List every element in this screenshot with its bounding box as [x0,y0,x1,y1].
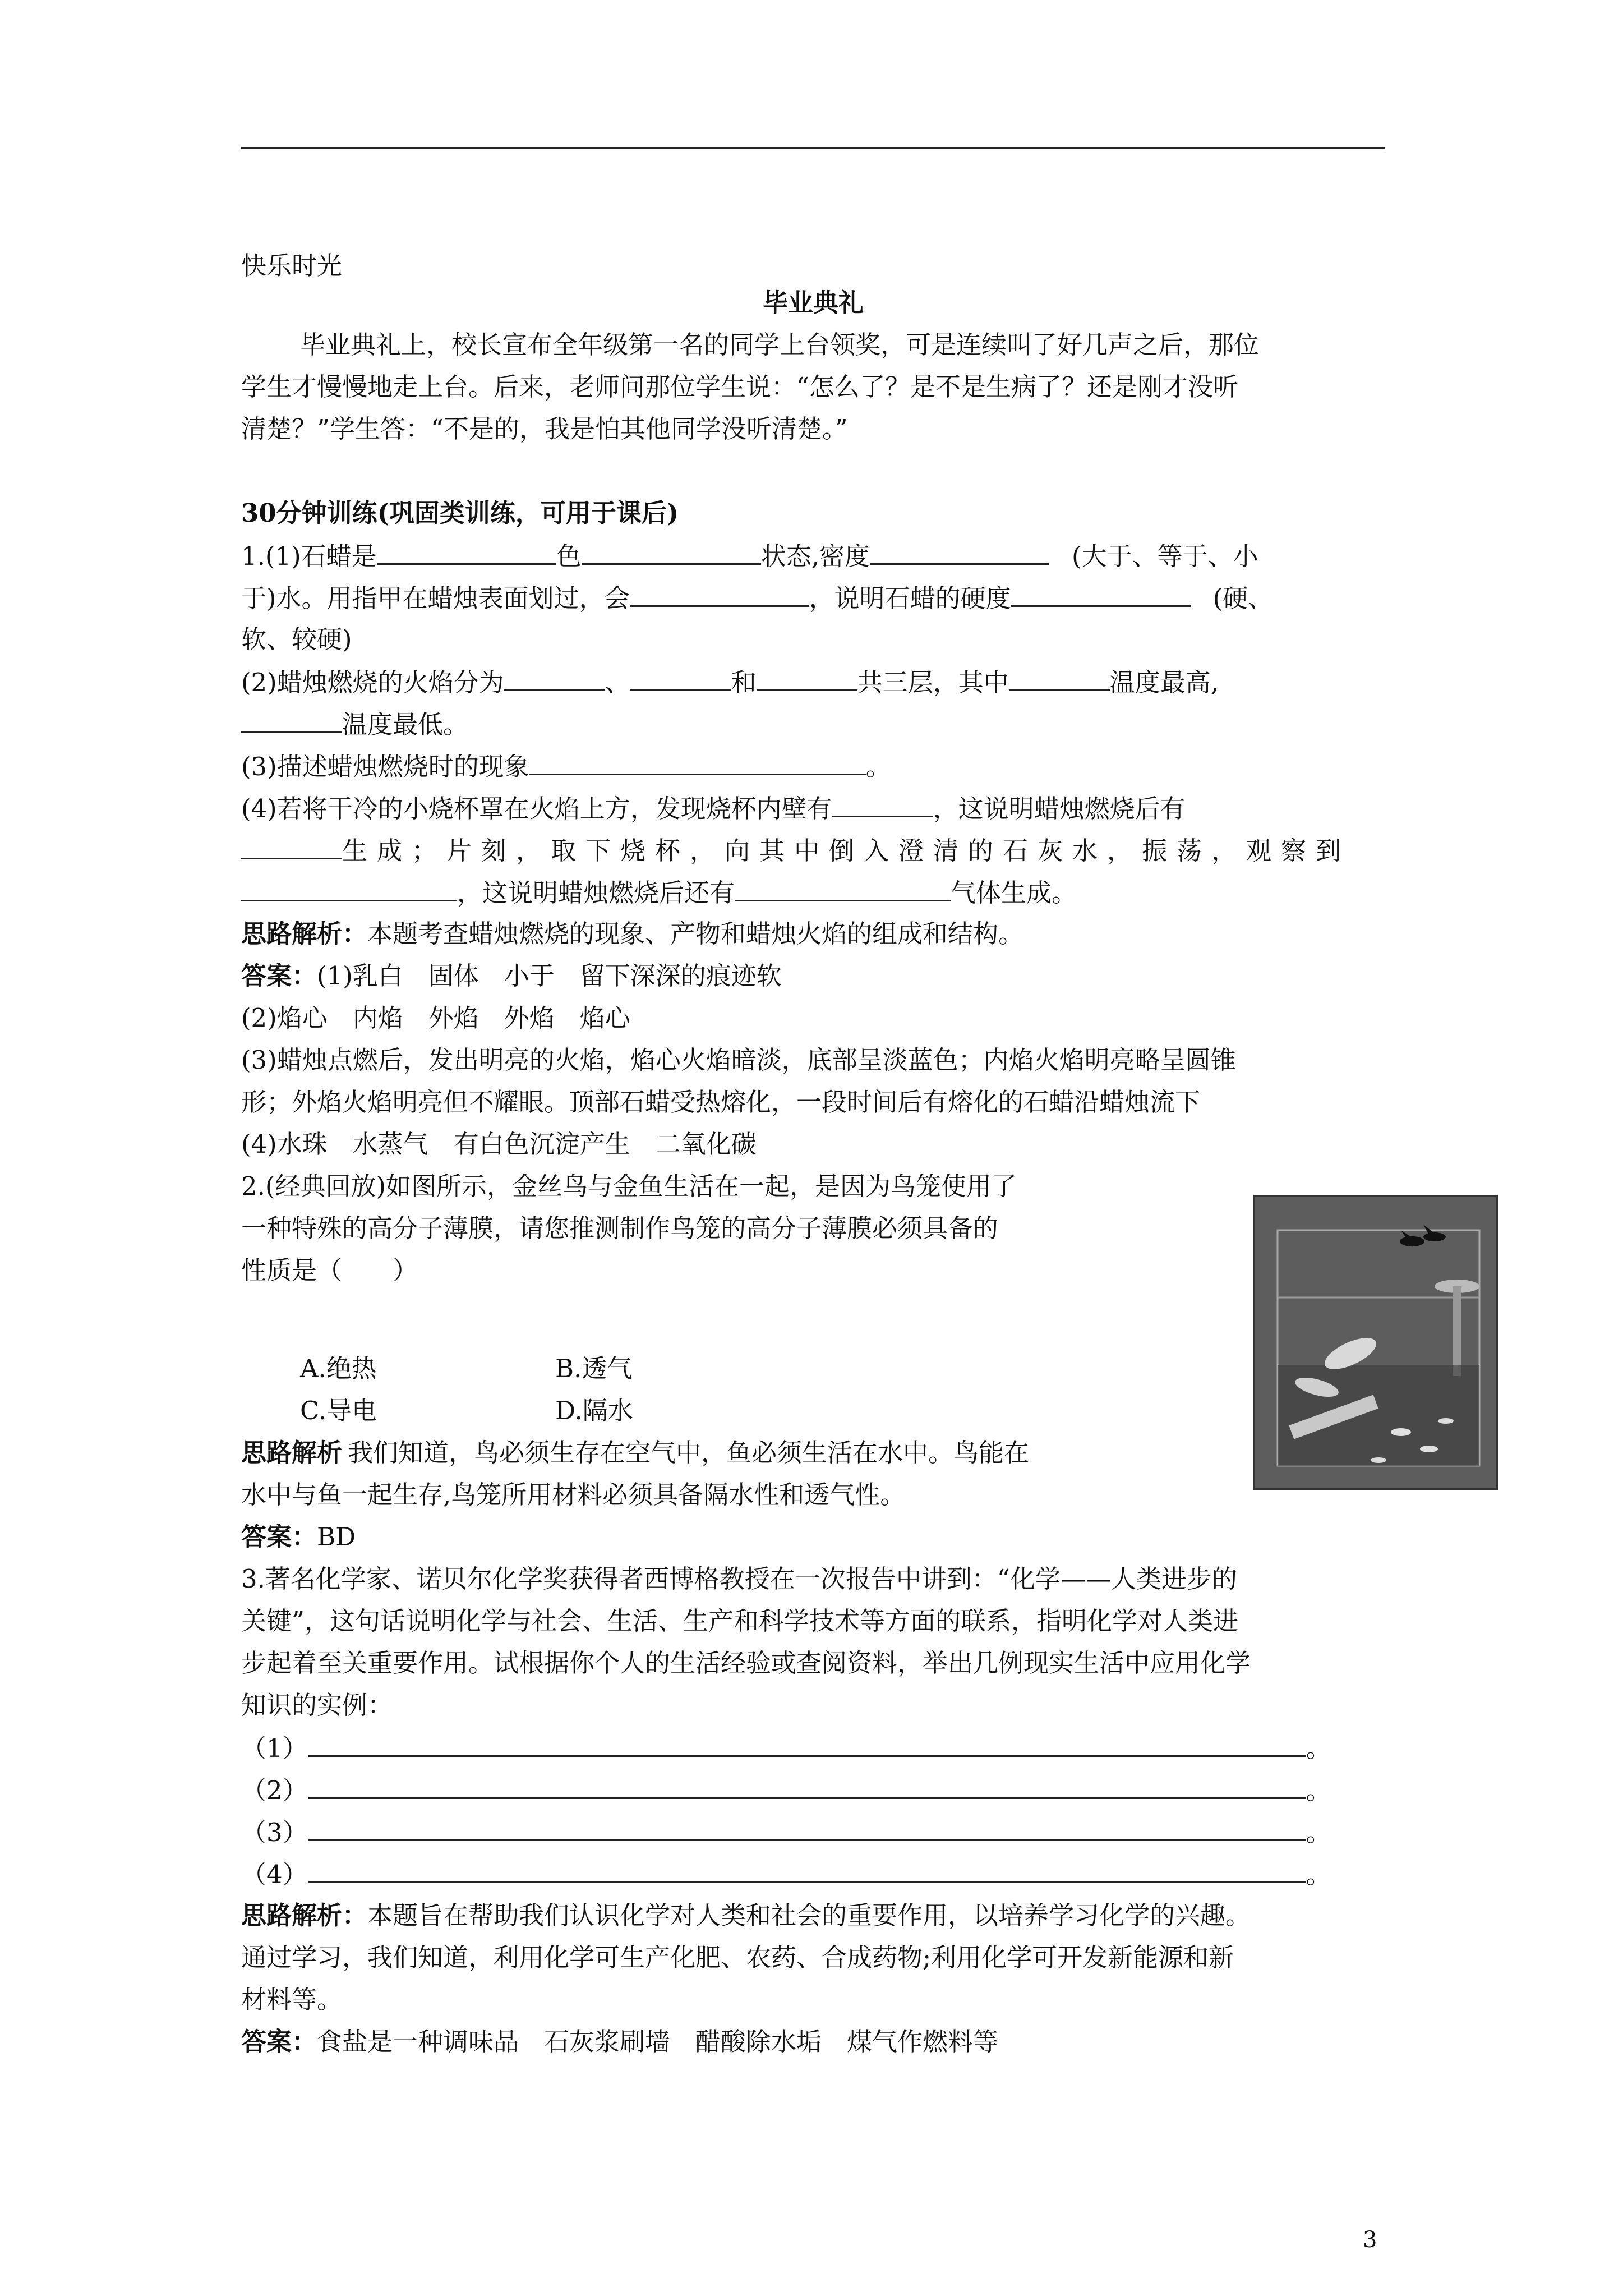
q2-option-a[interactable]: A.绝热 [300,1354,377,1383]
section-label: 快乐时光 [241,251,343,280]
q2-option-c[interactable]: C.导电 [300,1396,377,1425]
q3-line-2: 关键”，这句话说明化学与社会、生活、生产和科学技术等方面的联系，指明化学对人类进 [241,1606,1239,1636]
q1-text: 状态,密度 [760,541,870,571]
q1-text: ，说明石蜡的硬度 [809,583,1011,613]
q3-item-3 [241,1815,1331,1849]
q1-answer-2: (2)焰心 内焰 外焰 外焰 焰心 [241,1003,630,1033]
story-line-1: 毕业典礼上，校长宣布全年级第一名的同学上台领奖，可是连续叫了好几声之后，那位 [300,330,1260,360]
q3-item-4 [241,1857,1331,1892]
q1-text: (3)描述蜡烛燃烧时的现象 [241,752,529,781]
fill-blank[interactable] [735,875,951,901]
q1-answer-5: (4)水珠 水蒸气 有白色沉淀产生 二氧化碳 [241,1129,757,1159]
q2-line-2: 一种特殊的高分子薄膜，请您推测制作鸟笼的高分子薄膜必须具备的 [241,1213,999,1243]
q1-text: (2)蜡烛燃烧的火焰分为 [241,668,504,697]
fill-blank[interactable] [582,539,761,565]
item-end: 。 [1306,1860,1331,1889]
fill-blank[interactable] [529,749,866,775]
q3-analysis-1 [241,1899,1251,1932]
q3-analysis-3: 材料等。 [241,1985,343,2014]
fill-blank[interactable] [504,665,605,691]
q1-text: ，这说明蜡烛燃烧后还有 [457,878,735,908]
item-end: 。 [1306,1733,1331,1763]
q1-text: 1.(1)石蜡是 [241,541,377,571]
fill-blank[interactable] [308,1773,1306,1799]
item-end: 。 [1306,1818,1331,1847]
q2-analysis-1 [241,1436,1029,1470]
q1-part4-line3 [241,875,1077,910]
q1-part4-line1 [241,791,1186,826]
analysis-text: 本题考查蜡烛燃烧的现象、产物和蜡烛火焰的组成和结构。 [367,919,1024,949]
analysis-label: 思路解析： [241,1901,368,1930]
analysis-text: 我们知道，鸟必须生存在空气中，鱼必须生活在水中。鸟能在 [348,1438,1030,1467]
analysis-label: 思路解析 [241,1438,343,1467]
q1-part1-line2 [241,581,1273,615]
q1-text: (4)若将干冷的小烧杯罩在火焰上方，发现烧杯内壁有 [241,794,832,823]
q1-text: 和 [731,668,757,697]
analysis-label: 思路解析： [241,919,368,949]
q3-answer [241,2025,998,2059]
item-label: （3） [241,1818,308,1847]
q1-text: 温度最高, [1109,668,1219,697]
header-rule [241,147,1385,149]
fill-blank[interactable] [308,1731,1306,1757]
fill-blank[interactable] [630,581,809,607]
q1-analysis [241,917,1023,951]
q1-part4-line2 [241,833,1350,868]
q1-answer-4: 形；外焰火焰明亮但不耀眼。顶部石蜡受热熔化，一段时间后有熔化的石蜡沿蜡烛流下 [241,1087,1201,1117]
q1-text: ，这说明蜡烛燃烧后有 [933,794,1186,823]
page-number: 3 [1363,2227,1377,2253]
q1-answer-1 [241,959,782,993]
q1-text: 。 [865,752,891,781]
q3-item-2 [241,1773,1331,1807]
fill-blank[interactable] [308,1857,1306,1883]
fill-blank[interactable] [1011,581,1191,607]
item-end: 。 [1306,1775,1331,1805]
q2-line-1: 2.(经典回放)如图所示，金丝鸟与金鱼生活在一起，是因为鸟笼使用了 [241,1171,1017,1201]
q3-item-1 [241,1731,1331,1765]
q3-line-4: 知识的实例： [241,1690,393,1720]
q1-text: 、 [605,668,630,697]
q1-text: (大于、等于、小 [1072,541,1258,571]
q1-part3 [241,749,891,784]
q1-part1-line1 [241,539,1258,573]
q1-text: (硬、 [1212,583,1274,613]
fill-blank[interactable] [241,707,342,733]
analysis-text: 本题旨在帮助我们认识化学对人类和社会的重要作用，以培养学习化学的兴趣。 [367,1901,1251,1930]
q2-option-d[interactable]: D.隔水 [555,1396,633,1425]
item-label: （2） [241,1775,308,1805]
story-line-3: 清楚？”学生答：“不是的，我是怕其他同学没听清楚。” [241,414,848,444]
q1-text: 共三层，其中 [857,668,1009,697]
q1-text: 色 [556,541,582,571]
fill-blank[interactable] [1009,665,1110,691]
fish-bird-tank-photo-icon [1253,1195,1498,1490]
answer-text: BD [317,1522,356,1552]
q1-text: 于)水。用指甲在蜡烛表面划过，会 [241,583,630,613]
training-heading: 30分钟训练(巩固类训练，可用于课后) [241,498,679,528]
q2-option-b[interactable]: B.透气 [555,1354,633,1383]
fill-blank[interactable] [832,791,933,817]
fill-blank[interactable] [241,833,342,859]
q1-part2-line2 [241,707,468,742]
q1-answer-3: (3)蜡烛点燃后，发出明亮的火焰，焰心火焰暗淡，底部呈淡蓝色；内焰火焰明亮略呈圆锥 [241,1045,1236,1075]
q2-line-3: 性质是（ ） [241,1255,418,1285]
q1-part2-line1 [241,665,1219,700]
story-line-2: 学生才慢慢地走上台。后来，老师问那位学生说：“怎么了？是不是生病了？还是刚才没听 [241,372,1239,402]
q2-analysis-2: 水中与鱼一起生存,鸟笼所用材料必须具备隔水性和透气性。 [241,1480,906,1510]
item-label: （4） [241,1860,308,1889]
q3-analysis-2: 通过学习，我们知道，利用化学可生产化肥、农药、合成药物;利用化学可开发新能源和新 [241,1943,1234,1972]
q3-line-1: 3.著名化学家、诺贝尔化学奖获得者西博格教授在一次报告中讲到：“化学——人类进步的 [241,1564,1237,1594]
fill-blank[interactable] [870,539,1049,565]
answer-label: 答案： [241,1522,317,1552]
fill-blank[interactable] [377,539,556,565]
answer-label: 答案： [241,2027,317,2056]
fill-blank[interactable] [308,1815,1306,1841]
item-label: （1） [241,1733,308,1763]
q1-text: 温度最低。 [342,710,469,739]
fill-blank[interactable] [757,665,857,691]
q1-text: 气体生成。 [951,878,1077,908]
story-title: 毕业典礼 [762,288,864,318]
fill-blank[interactable] [630,665,731,691]
fill-blank[interactable] [241,875,457,901]
answer-text: (1)乳白 固体 小于 留下深深的痕迹软 [317,961,782,991]
q2-answer [241,1520,356,1554]
answer-label: 答案： [241,961,317,991]
q1-part1-line3: 软、较硬) [241,624,352,654]
answer-text: 食盐是一种调味品 石灰浆刷墙 醋酸除水垢 煤气作燃料等 [317,2027,999,2056]
q3-line-3: 步起着至关重要作用。试根据你个人的生活经验或查阅资料，举出几例现实生活中应用化学 [241,1648,1251,1678]
q1-text: 生成；片刻，取下烧杯，向其中倒入澄清的石灰水，振荡，观察到 [342,836,1351,866]
